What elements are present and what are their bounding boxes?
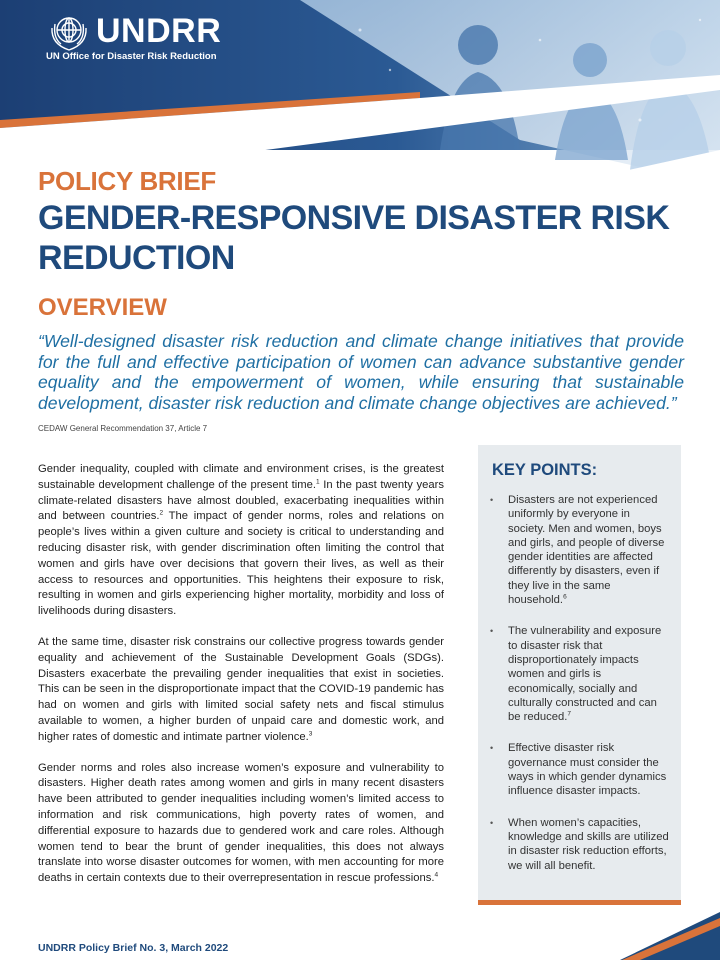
body-text: Gender inequality, coupled with climate and environment crises, is the greatest sustainable development challenge of the present time. bbox=[38, 463, 444, 491]
footnote-ref: 7 bbox=[567, 710, 572, 718]
undrr-logo bbox=[46, 8, 221, 54]
key-point-item bbox=[490, 493, 670, 607]
body-text: At the same time, disaster risk constrains our collective progress towards gender equality and achievement of the Sustainable Development Goals (SDGs). Disasters exacerbate the prevailing gender inequalities that exist in societies. This can be seen in the disproportionate impact that the COVID-19 pandemic has had on women and girls with limited social safety nets and fiscal stimulus available to women, a higher burden of unpaid care and domestic work, and higher rates of domestic and intimate partner violence. bbox=[38, 635, 444, 743]
key-point-text bbox=[508, 816, 670, 873]
body-text: The impact of gender norms, roles and relations on people’s lives within a given culture and society is critical to understanding and reducing disaster risk, with gender discrimination often limiting the control that women and girls have over decisions that govern their lives, as well as their access to resources and opportunities. This heightens their exposure to risk, resulting in women and girls experiencing higher mortality, morbidity and loss of livelihoods during disasters. bbox=[38, 510, 444, 618]
bullet-icon: • bbox=[490, 495, 494, 505]
key-point-item bbox=[490, 741, 670, 798]
footer-citation: UNDRR Policy Brief No. 3, March 2022 bbox=[38, 942, 229, 954]
body-column bbox=[38, 462, 444, 902]
bullet-icon: • bbox=[490, 743, 494, 754]
logo-subtitle: UN Office for Disaster Risk Reduction bbox=[46, 51, 217, 62]
key-point-text bbox=[508, 624, 670, 724]
footnote-ref: 6 bbox=[563, 593, 567, 601]
key-point-text bbox=[508, 741, 670, 798]
key-points-panel bbox=[478, 445, 681, 904]
footnote-ref: 3 bbox=[308, 730, 313, 737]
logo-wordmark: UNDRR bbox=[96, 12, 222, 50]
key-point-item bbox=[490, 624, 670, 724]
footnote-ref: 1 bbox=[316, 478, 320, 486]
key-point-body: Disasters are not experienced uniformly by everyone in society. Men and women, boys and girls, and people of diverse gender identities are affected differently by disasters, even if they live in the same household. bbox=[508, 494, 665, 607]
key-points-heading: KEY POINTS: bbox=[492, 461, 598, 479]
footnote-ref: 4 bbox=[434, 871, 439, 879]
body-text: In the past twenty years climate-related disasters have almost doubled, exacerbating inequalities within and between countries. bbox=[38, 478, 444, 523]
cedaw-quote: “Well-designed disaster risk reduction and climate change initiatives that provide for the full and effective participation of women can advance substantive gender equality and the empowerment of women, while ensuring that sustainable development, disaster risk reduction and climate change objectives are achieved.” bbox=[38, 331, 684, 413]
bullet-icon: • bbox=[490, 817, 494, 828]
key-points-list bbox=[490, 493, 670, 890]
footnote-ref: 2 bbox=[159, 509, 164, 517]
body-text: Gender norms and roles also increase women’s exposure and vulnerability to disasters. Higher death rates among women and girls in many recent disasters have been attributed to gender inequalities including women’s limited access to information and risk communications, high poverty rates of women, and differential exposure to hazards due to gendered work and care roles. Although women tend to bear the brunt of gender inequalities, this does not always translate into worse disaster outcomes for women, with men accounting for more deaths in certain contexts due to their overrepresentation in rescue professions. bbox=[38, 761, 444, 885]
quote-source: CEDAW General Recommendation 37, Article 7 bbox=[38, 424, 208, 433]
body-paragraph-2 bbox=[38, 635, 444, 746]
key-point-body: Effective disaster risk governance must consider the ways in which gender dynamics influence disaster impacts. bbox=[508, 742, 667, 798]
key-points-accent-bar bbox=[478, 900, 681, 905]
key-point-text bbox=[508, 493, 670, 607]
document-title: GENDER-RESPONSIVE DISASTER RISK REDUCTION bbox=[38, 199, 670, 277]
body-paragraph-3 bbox=[38, 761, 444, 887]
header-banner bbox=[0, 0, 720, 185]
bullet-icon: • bbox=[490, 626, 494, 637]
un-emblem-icon bbox=[46, 8, 92, 54]
key-point-item bbox=[490, 816, 670, 873]
body-paragraph-1 bbox=[38, 462, 444, 620]
overview-heading: OVERVIEW bbox=[38, 294, 167, 321]
footer-corner-stripes bbox=[600, 912, 720, 960]
document-kicker: POLICY BRIEF bbox=[38, 166, 216, 196]
key-point-body: The vulnerability and exposure to disaster risk that disproportionately impacts women and girls is economically, socially and culturally constructed and can be reduced. bbox=[508, 625, 662, 724]
key-point-body: When women’s capacities, knowledge and skills are utilized in disaster risk reduction efforts, we will all benefit. bbox=[508, 816, 669, 872]
